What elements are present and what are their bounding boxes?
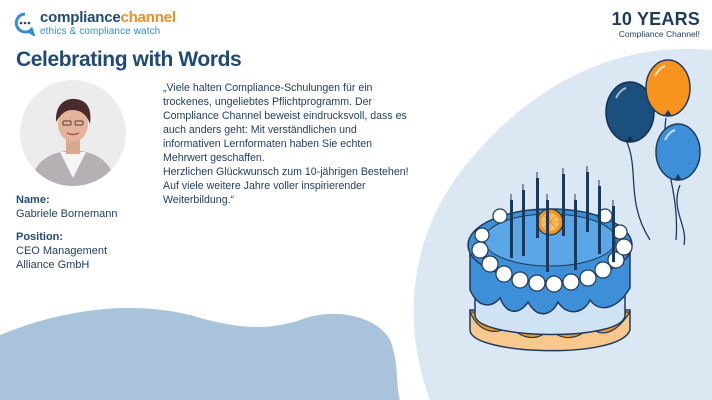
portrait-photo	[20, 80, 126, 186]
person-position-line2: Alliance GmbH	[16, 259, 90, 272]
person-info	[16, 193, 118, 272]
brand-logo[interactable]	[14, 10, 176, 37]
brand-name: compliancechannel	[40, 9, 176, 26]
bottom-wave	[0, 308, 400, 400]
balloon-icon	[646, 60, 690, 116]
cake-balloons-illustration	[440, 50, 712, 400]
person-name: Gabriele Bornemann	[16, 208, 118, 221]
quote-paragraph-1: „Viele halten Compliance-Schulungen für ein trockenes, ungeliebtes Pflichtprogramm. Der Compliance Channel beweist eindrucksvoll, dass es auch anders geht: Mit verständlichen und informativen Lernformaten haben Sie echten Mehrwert geschaffen.	[163, 82, 407, 164]
page-title: Celebrating with Words	[16, 48, 242, 71]
chat-bubble-icon	[14, 12, 36, 36]
person-position-line1: CEO Management	[16, 244, 108, 257]
cake-icon	[468, 166, 632, 351]
anniversary-main: 10 YEARS	[611, 9, 700, 29]
balloon-icon	[656, 124, 700, 180]
anniversary-sub: Compliance Channel!	[618, 29, 700, 39]
brand-tagline: ethics & compliance watch	[40, 26, 161, 37]
quote-paragraph-2: Herzlichen Glückwunsch zum 10-jährigen Bestehen! Auf viele weitere Jahre voller inspirierender Weiterbildung.“	[163, 165, 409, 206]
balloon-string	[677, 185, 685, 245]
anniversary-badge	[612, 10, 700, 39]
name-label: Name:	[16, 194, 50, 206]
position-label: Position:	[16, 230, 64, 243]
orange-slice-icon	[537, 209, 563, 235]
testimonial-quote	[163, 82, 411, 208]
balloon-string	[626, 140, 650, 240]
